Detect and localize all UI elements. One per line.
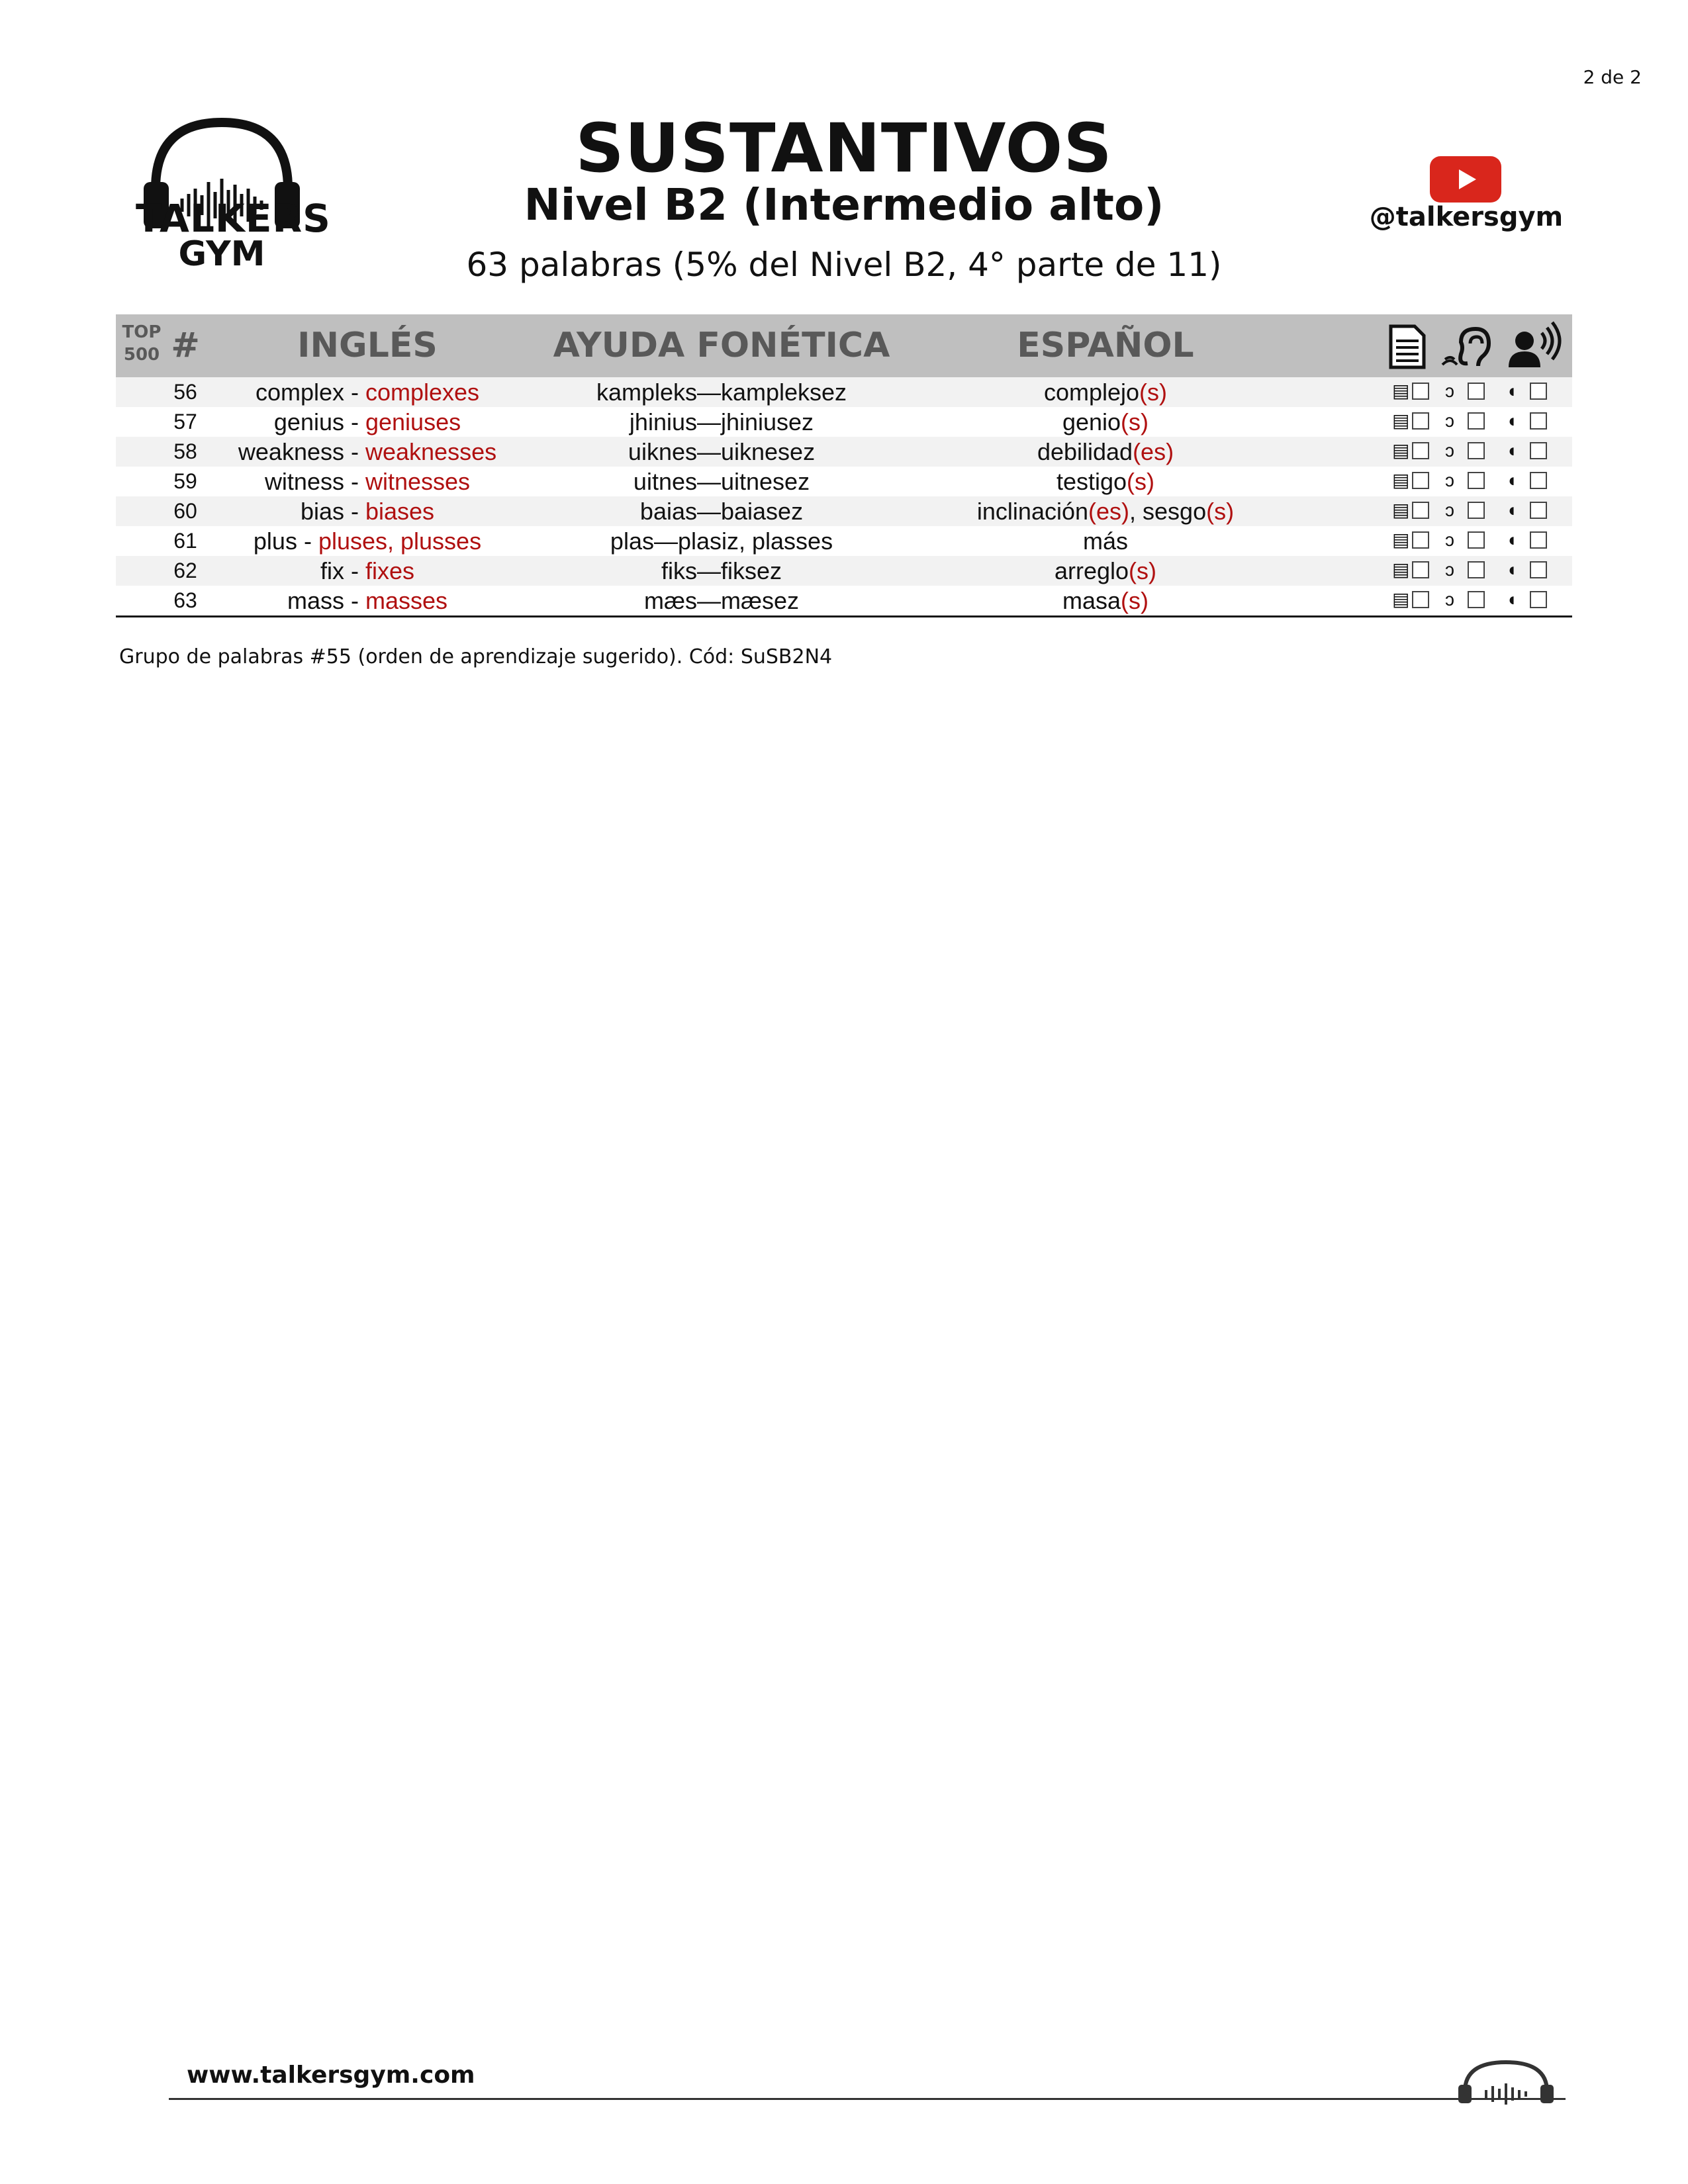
checkbox[interactable] [1530, 442, 1547, 459]
header-500-label: 500 [123, 345, 160, 365]
english-singular: weakness - [238, 438, 365, 465]
header-number: # [171, 326, 200, 365]
row-number: 62 [173, 559, 197, 582]
phonetic-aid: fiks—fiksez [661, 557, 782, 584]
english-word [209, 556, 526, 586]
speaking-person-icon: ◖ [1506, 410, 1517, 431]
english-plural: geniuses [365, 408, 461, 435]
checkbox[interactable] [1468, 442, 1485, 459]
header-top500 [118, 321, 165, 366]
row-number: 63 [173, 588, 197, 612]
practice-checkboxes [1380, 526, 1572, 556]
checkbox[interactable] [1530, 472, 1547, 489]
english-singular: complex - [255, 379, 365, 406]
practice-checkboxes [1380, 437, 1572, 467]
listening-ear-icon: ↄ [1445, 589, 1454, 610]
header-english: INGLÉS [297, 326, 438, 365]
practice-checkboxes [1380, 407, 1572, 437]
english-singular: bias - [300, 498, 365, 525]
checkbox[interactable] [1530, 561, 1547, 578]
document-icon: ▤ [1392, 381, 1410, 401]
spanish-base: masa [1062, 587, 1121, 614]
checkbox[interactable] [1468, 472, 1485, 489]
row-number: 57 [173, 410, 197, 433]
phonetic-aid: uiknes—uiknesez [628, 438, 816, 465]
checkbox[interactable] [1530, 502, 1547, 519]
english-word [209, 496, 526, 526]
page-subtitle: Nivel B2 (Intermedio alto) [524, 179, 1164, 230]
checkbox[interactable] [1412, 383, 1429, 400]
spanish-word [917, 496, 1294, 526]
vocabulary-table [116, 314, 1572, 617]
spanish-base: arreglo [1054, 557, 1129, 584]
document-icon: ▤ [1392, 500, 1410, 520]
spanish-plural-suffix: (s) [1121, 587, 1149, 614]
checkbox[interactable] [1468, 531, 1485, 549]
speaking-person-icon: ◖ [1506, 440, 1517, 461]
speaking-person-icon: ◖ [1506, 529, 1517, 550]
spanish-base: genio [1062, 408, 1121, 435]
practice-checkboxes [1380, 586, 1572, 615]
spanish-base: testigo [1056, 468, 1127, 495]
header-phonetic: AYUDA FONÉTICA [553, 326, 890, 365]
document-icon: ▤ [1392, 470, 1410, 490]
english-singular: witness - [264, 468, 365, 495]
english-word [209, 377, 526, 407]
speaking-person-icon [1507, 321, 1567, 369]
checkbox[interactable] [1468, 561, 1485, 578]
checkbox[interactable] [1412, 472, 1429, 489]
english-plural: fixes [365, 557, 415, 584]
english-word [209, 586, 526, 615]
practice-checkboxes [1380, 556, 1572, 586]
spanish-base: complejo [1043, 379, 1140, 406]
english-word [209, 437, 526, 467]
spanish-base: más [1082, 527, 1128, 555]
speaking-person-icon: ◖ [1506, 500, 1517, 520]
phonetic-aid: plas—plasiz, plasses [610, 527, 833, 555]
footer-divider [169, 2098, 1566, 2100]
row-number: 59 [173, 469, 197, 493]
table-row [116, 586, 1572, 615]
checkbox[interactable] [1468, 383, 1485, 400]
english-plural: masses [365, 587, 448, 614]
checkbox[interactable] [1530, 531, 1547, 549]
table-row [116, 496, 1572, 526]
document-icon [1388, 324, 1427, 370]
checkbox[interactable] [1412, 561, 1429, 578]
row-number: 56 [173, 380, 197, 404]
document-icon: ▤ [1392, 529, 1410, 550]
english-word [209, 526, 526, 556]
practice-checkboxes [1380, 467, 1572, 496]
spanish-word [917, 377, 1294, 407]
spanish-word [917, 437, 1294, 467]
phonetic-aid: uitnes—uitnesez [633, 468, 810, 495]
speaking-person-icon: ◖ [1506, 470, 1517, 490]
row-number: 60 [173, 499, 197, 523]
word-count-line: 63 palabras (5% del Nivel B2, 4° parte de 11) [466, 246, 1222, 284]
checkbox[interactable] [1530, 383, 1547, 400]
spanish-plural-suffix: (s) [1129, 557, 1157, 584]
youtube-icon[interactable] [1430, 156, 1501, 203]
spanish-word [917, 586, 1294, 615]
page-title: SUSTANTIVOS [575, 109, 1113, 188]
english-word [209, 407, 526, 437]
spanish-extra-suffix: (s) [1206, 498, 1235, 525]
english-word [209, 467, 526, 496]
document-icon: ▤ [1392, 589, 1410, 610]
practice-checkboxes [1380, 496, 1572, 526]
listening-ear-icon: ↄ [1445, 529, 1454, 550]
phonetic-aid: kampleks—kampleksez [596, 379, 847, 406]
listening-ear-icon: ↄ [1445, 500, 1454, 520]
speaking-person-icon: ◖ [1506, 559, 1517, 580]
spanish-plural-suffix: (es) [1088, 498, 1130, 525]
english-singular: plus - [253, 527, 318, 555]
spanish-word [917, 407, 1294, 437]
spanish-plural-suffix: (s) [1127, 468, 1155, 495]
spanish-plural-suffix: (s) [1139, 379, 1168, 406]
listening-ear-icon: ↄ [1445, 440, 1454, 461]
checkbox[interactable] [1412, 531, 1429, 549]
spanish-base: debilidad [1037, 438, 1133, 465]
practice-checkboxes [1380, 377, 1572, 407]
checkbox[interactable] [1412, 412, 1429, 430]
spanish-extra: , sesgo [1129, 498, 1207, 525]
table-row [116, 437, 1572, 467]
logo-text-talkers: TALKERS [136, 196, 331, 241]
speaking-person-icon: ◖ [1506, 381, 1517, 401]
checkbox[interactable] [1530, 591, 1547, 608]
english-singular: mass - [287, 587, 365, 614]
english-singular: fix - [320, 557, 365, 584]
checkbox[interactable] [1412, 591, 1429, 608]
page-number: 2 de 2 [1583, 66, 1642, 88]
checkbox[interactable] [1412, 502, 1429, 519]
footer-note: Grupo de palabras #55 (orden de aprendizaje sugerido). Cód: SuSB2N4 [119, 645, 833, 668]
spanish-word [917, 467, 1294, 496]
spanish-plural-suffix: (es) [1133, 438, 1174, 465]
speaking-person-icon: ◖ [1506, 589, 1517, 610]
listening-ear-icon: ↄ [1445, 559, 1454, 580]
header-top-label: TOP [122, 322, 162, 342]
table-row [116, 526, 1572, 556]
english-plural: pluses, plusses [318, 527, 482, 555]
table-header [116, 314, 1572, 377]
listening-ear-icon: ↄ [1445, 381, 1454, 401]
row-number: 61 [173, 529, 197, 553]
table-bottom-rule [116, 615, 1572, 617]
logo-text-gym: GYM [178, 234, 265, 274]
listening-ear-icon: ↄ [1445, 470, 1454, 490]
spanish-word [917, 556, 1294, 586]
phonetic-aid: mæs—mæsez [643, 587, 800, 614]
document-icon: ▤ [1392, 559, 1410, 580]
listening-ear-icon [1441, 324, 1495, 370]
row-number: 58 [173, 439, 197, 463]
phonetic-aid: jhinius—jhiniusez [629, 408, 814, 435]
website-link[interactable]: www.talkersgym.com [187, 2062, 475, 2089]
english-plural: weaknesses [365, 438, 497, 465]
youtube-handle[interactable]: @talkersgym [1369, 202, 1564, 232]
english-plural: biases [365, 498, 435, 525]
english-plural: complexes [365, 379, 480, 406]
table-row [116, 556, 1572, 586]
checkbox[interactable] [1468, 502, 1485, 519]
checkbox[interactable] [1530, 412, 1547, 430]
phonetic-aid: baias—baiasez [639, 498, 804, 525]
spanish-plural-suffix: (s) [1121, 408, 1149, 435]
english-plural: witnesses [365, 468, 471, 495]
header-icons [1380, 314, 1572, 377]
table-row [116, 467, 1572, 496]
table-row [116, 377, 1572, 407]
table-row [116, 407, 1572, 437]
checkbox[interactable] [1468, 412, 1485, 430]
listening-ear-icon: ↄ [1445, 410, 1454, 431]
spanish-word [917, 526, 1294, 556]
spanish-base: inclinación [976, 498, 1089, 525]
header-spanish: ESPAÑOL [1017, 326, 1194, 365]
document-icon: ▤ [1392, 440, 1410, 461]
document-icon: ▤ [1392, 410, 1410, 431]
english-singular: genius - [273, 408, 365, 435]
checkbox[interactable] [1412, 442, 1429, 459]
checkbox[interactable] [1468, 591, 1485, 608]
headphones-footer-icon [1453, 2058, 1559, 2105]
